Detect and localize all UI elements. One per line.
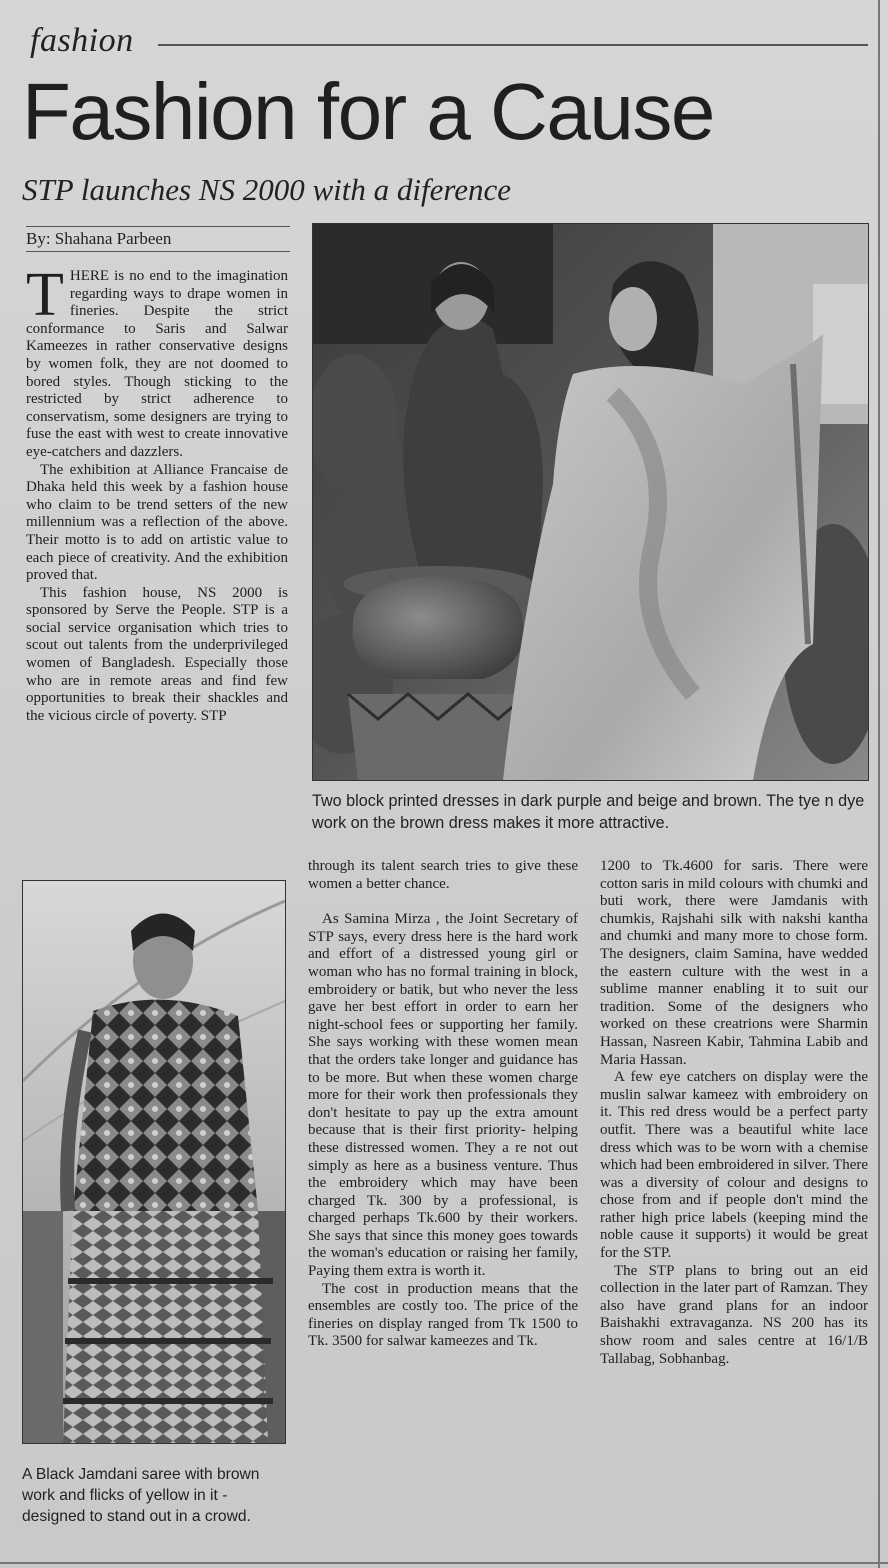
byline-rule-bottom <box>26 251 290 252</box>
article-paragraph-2: The exhibition at Alliance Francaise de Dhaka held this week by a fashion house who claim to be trend setters of the new millennium was a reflection of the above. Their motto is to add on artistic value to each piece of creativity. And the exhibition proved that. <box>26 461 288 584</box>
paragraph-1-text: HERE is no end to the imagination regarding ways to drape women in fineries. Despite the strict conformance to Saris and Salwar Kameezes in rather conservative designs by women folk, they are not doomed to bored styles. Though sticking to the restricted by strict adherence to conservatism, some designers are trying to fuse the east with west to create innovative eye-catchers and dazzlers. <box>26 268 288 460</box>
bottom-rule <box>0 1562 888 1564</box>
side-photo-caption: A Black Jamdani saree with brown work and flicks of yellow in it - designed to stand out in a crowd. <box>22 1466 260 1525</box>
side-photo <box>22 880 286 1444</box>
main-photo <box>312 223 869 781</box>
article-column-1 <box>26 261 288 725</box>
main-photo-illustration <box>313 224 868 780</box>
subheadline: STP launches NS 2000 with a diference <box>22 172 512 207</box>
article-column-3 <box>600 858 868 1368</box>
article-paragraph-7: The STP plans to bring out an eid collection in the later part of Ramzan. They also have grand plans for an indoor Baishakhi extravaganza. NS 200 has its show room and sales centre at 16/1/B Tallabag, Sobhanbag. <box>600 1262 868 1367</box>
column-edge-rule <box>878 0 880 1568</box>
article-paragraph-3-continued: through its talent search tries to give these women a better chance. <box>308 858 578 892</box>
main-photo-caption: Two block printed dresses in dark purple and beige and brown. The tye n dye work on the brown dress makes it more attractive. <box>312 792 865 832</box>
byline: By: Shahana Parbeen <box>26 229 172 248</box>
side-photo-illustration <box>23 881 285 1443</box>
section-label: fashion <box>30 22 134 59</box>
article-paragraph-1 <box>26 261 288 462</box>
byline-rule-top <box>26 226 290 227</box>
article-paragraph-4: As Samina Mirza , the Joint Secretary of STP says, every dress here is the hard work and effort of a distressed young girl or woman who has no formal training in block, embroidery or batik, but who never the less gave her best effort in order to earn her night-school fees or supporting her family. She says working with these women mean that the orders take longer and guidance has to be more. But when these women charge more for their work then professionals they don't hesitate to pay up the extra amount because that is their first priority- helping these distressed women. They a re not out simply as here as a business venture. Thus the embroidery which may have been charged Tk. 300 by a professional, is charged perhaps Tk.600 by their workers. She says that since this money goes towards the woman's education or raising her family, Paying them extra is worth it. <box>308 911 578 1280</box>
article-column-2 <box>308 858 578 1351</box>
article-paragraph-6: A few eye catchers on display were the muslin salwar kameez with embroidery on it. This red dress would be a perfect party outfit. There was a beautiful white lace dress which was to be worn with a chemise which had been embroidered in silver. There was a diversity of colour and designs to chose from and if people don't mind the rather high price labels (keeping mind the noble cause it supports) it would be great for the STP. <box>600 1069 868 1262</box>
article-paragraph-5: The cost in production means that the ensembles are costly too. The price of the fineries on display ranged from Tk 1500 to Tk. 3500 for salwar kameezes and Tk. <box>308 1280 578 1350</box>
headline: Fashion for a Cause <box>22 67 714 156</box>
article-paragraph-5-continued: 1200 to Tk.4600 for saris. There were cotton saris in mild colours with chumki and buti work, there were Jamdanis with chumkis, Rajshahi silk with nakshi kantha and chumki and many more to chose form. The designers, claim Samina, have wedded the eastern culture with the west in a sublime manner enabling it to suit our tradition. Some of the designers who worked on these creatrions were Sharmin Hassan, Nasreen Kabir, Tahmina Labib and Maria Hassan. <box>600 858 868 1068</box>
article-paragraph-3: This fashion house, NS 2000 is sponsored by Serve the People. STP is a social service organisation which tries to scout out talents from the underprivileged women of Bangladesh. Especially those who are in remote areas and find few opportunities to break their shackles and the vicious circle of poverty. STP <box>26 584 288 724</box>
drop-cap: T <box>26 261 64 329</box>
section-rule <box>158 44 868 46</box>
